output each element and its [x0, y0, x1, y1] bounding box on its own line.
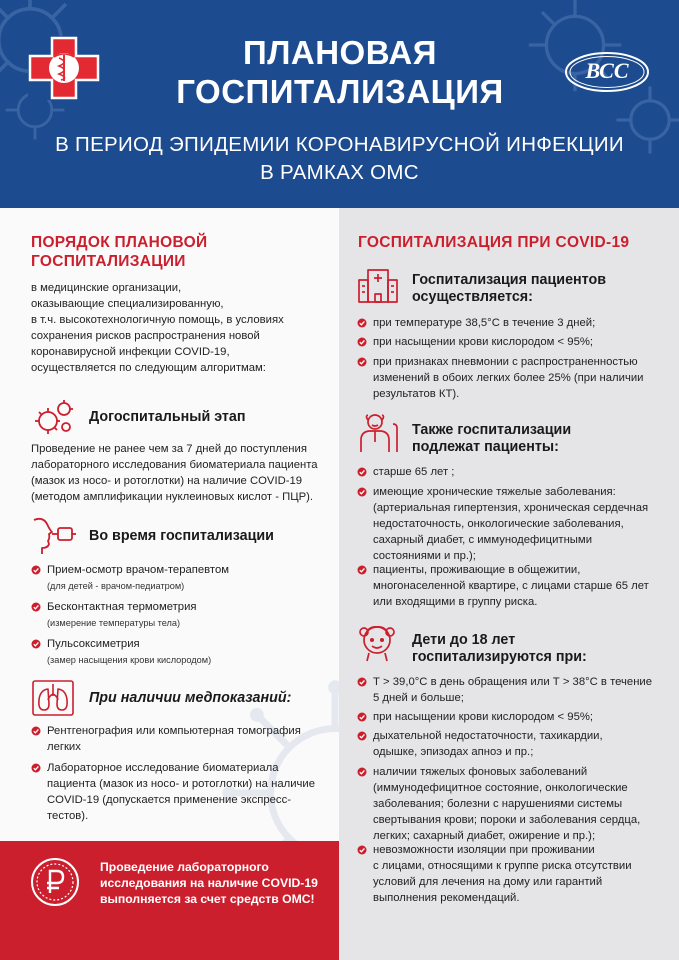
- block3-line: дыхательной недостаточности, тахикардии,: [373, 730, 603, 742]
- during-item-main: Прием-осмотр врачом-терапевтом: [47, 564, 230, 576]
- intro-line: в медицинские организации,: [31, 282, 182, 294]
- block3-line: Т > 39,0°С в день обращения или Т > 38°С в течение: [373, 676, 653, 688]
- block2-line: состояниями и пр.);: [373, 550, 476, 562]
- during-title: Во время госпитализации: [89, 528, 274, 544]
- during-item: [31, 599, 197, 631]
- bullet-icon: [357, 318, 367, 328]
- elderly-person-icon: [355, 412, 399, 454]
- vss-logo-text: ВСС: [585, 58, 629, 83]
- block1-title-line1: Госпитализация пациентов: [412, 272, 606, 288]
- lungs-icon: [32, 680, 74, 716]
- block2-line: (артериальная гипертензия, хроническая сердечная: [373, 502, 649, 514]
- prehospital-line: лабораторного исследования биоматериала пациента: [31, 459, 318, 471]
- block3-line: заболевания; болезни с нарушениями системы: [373, 798, 623, 810]
- header-banner: [0, 0, 679, 208]
- bullet-icon: [357, 677, 367, 687]
- prehospital-text: [31, 441, 318, 505]
- block3-item: [357, 842, 632, 906]
- block3-item: [357, 764, 640, 844]
- indications-item: [31, 723, 301, 755]
- bullet-icon: [31, 602, 41, 612]
- indications-line: Лабораторное исследование биоматериала: [47, 762, 279, 774]
- block3-title-line1: Дети до 18 лет: [412, 632, 516, 648]
- child-icon: [356, 620, 398, 662]
- block1-item: [357, 354, 643, 402]
- intro-text: [31, 280, 284, 376]
- block2-item: [357, 484, 648, 564]
- block1-title-line2: осуществляется:: [412, 289, 533, 305]
- footer-line: исследования на наличие COVID-19: [100, 876, 318, 890]
- during-item: [31, 562, 229, 594]
- indications-line: Рентгенография или компьютерная томография: [47, 725, 301, 737]
- indications-line: тестов).: [47, 810, 89, 822]
- block3-line: 5 дней и больше;: [373, 692, 464, 704]
- intro-line: в т.ч. высокотехнологичную помощь, в условиях: [31, 314, 284, 326]
- bullet-icon: [31, 565, 41, 575]
- prehospital-line: (мазок из носо- и ротоглотки) на наличие COVID-19: [31, 475, 303, 487]
- block3-title-line2: госпитализируются при:: [412, 649, 587, 665]
- intro-line: коронавирусной инфекции COVID-19,: [31, 346, 230, 358]
- block3-line: с лицами, относящими к группе риска отсутствии: [373, 860, 632, 872]
- bullet-icon: [357, 845, 367, 855]
- hospital-building-icon: [357, 264, 399, 304]
- intro-line: осуществляется по следующим алгоритмам:: [31, 362, 266, 374]
- page-subtitle-line1: В ПЕРИОД ЭПИДЕМИИ КОРОНАВИРУСНОЙ ИНФЕКЦИИ: [55, 133, 624, 156]
- block3-line: при насыщении крови кислородом < 95%;: [373, 711, 594, 723]
- block3-line: (иммунодефицитное состояние, онкологические: [373, 782, 628, 794]
- during-item-note: (для детей - врачом-педиатром): [47, 581, 185, 591]
- block3-line: выполнения рекомендаций.: [373, 892, 520, 904]
- block2-line: имеющие хронические тяжелые заболевания:: [373, 486, 616, 498]
- block2-line: старше 65 лет ;: [373, 466, 455, 478]
- prehospital-line: (методом амплификации нуклеиновых кислот - ПЦР).: [31, 491, 314, 503]
- bullet-icon: [31, 763, 41, 773]
- block3-line: наличии тяжелых фоновых заболеваний: [373, 766, 588, 778]
- block2-item: [357, 562, 649, 610]
- during-item-note: (замер насыщения крови кислородом): [47, 655, 212, 665]
- bullet-icon: [357, 565, 367, 575]
- footer-line: выполняется за счет средств ОМС!: [100, 892, 315, 906]
- during-item: [31, 636, 211, 668]
- footer-line: Проведение лабораторного: [100, 860, 269, 874]
- bullet-icon: [357, 731, 367, 741]
- block3-line: невозможности изоляции при проживании: [373, 844, 595, 856]
- intro-line: оказывающие специализированную,: [31, 298, 224, 310]
- prehospital-title: Догоспитальный этап: [89, 409, 246, 425]
- block3-line: одышке, эпизодах апноэ и пр.;: [373, 746, 534, 758]
- thermometer-face-icon: [30, 514, 78, 556]
- block2-line: или входящими в группу риска.: [373, 596, 538, 608]
- left-heading-line2: ГОСПИТАЛИЗАЦИИ: [31, 253, 186, 270]
- indications-title: При наличии медпоказаний:: [89, 690, 292, 706]
- block1-line: результатов КТ).: [373, 388, 460, 400]
- bullet-icon: [31, 726, 41, 736]
- block2-line: сахарный диабет, с иммунодефицитными: [373, 534, 593, 546]
- block3-line: свертывания крови; пороки и заболевания сердца,: [373, 814, 641, 826]
- block1-item: [357, 334, 593, 350]
- indications-item: [31, 760, 315, 824]
- page-title-line1: ПЛАНОВАЯ: [243, 34, 437, 71]
- block3-item: [357, 709, 593, 725]
- bullet-icon: [357, 337, 367, 347]
- right-heading: ГОСПИТАЛИЗАЦИЯ ПРИ COVID-19: [358, 234, 630, 251]
- block3-line: условий для лечения на дому или гарантий: [373, 876, 603, 888]
- footer-text: [100, 859, 330, 907]
- block3-line: легких; сахарный диабет, ожирение и пр.);: [373, 830, 596, 842]
- indications-line: COVID-19 (допускается применение экспресс-: [47, 794, 291, 806]
- intro-line: сохранения рисков распространения новой: [31, 330, 260, 342]
- during-item-main: Пульсоксиметрия: [47, 638, 140, 650]
- bullet-icon: [357, 467, 367, 477]
- oms-footer: [0, 841, 339, 960]
- block3-item: [357, 674, 652, 706]
- bullet-icon: [357, 712, 367, 722]
- indications-line: легких: [47, 741, 81, 753]
- bullet-icon: [357, 487, 367, 497]
- medical-cross-logo: [28, 36, 100, 100]
- bullet-icon: [357, 767, 367, 777]
- block2-line: многонаселенной квартире, с лицами старше 65 лет: [373, 580, 649, 592]
- block1-line: изменений в обоих легких более 25% (при наличии: [373, 372, 644, 384]
- block2-title-line2: подлежат пациенты:: [412, 439, 559, 455]
- indications-line: пациента (мазок из носо- и ротоглотки) на наличие: [47, 778, 315, 790]
- bullet-icon: [31, 639, 41, 649]
- page-subtitle-line2: В РАМКАХ ОМС: [260, 161, 419, 184]
- during-item-note: (измерение температуры тела): [47, 618, 181, 628]
- page-title-line2: ГОСПИТАЛИЗАЦИЯ: [176, 73, 504, 110]
- ruble-coin-icon: [30, 857, 80, 907]
- virus-cells-icon: [33, 397, 75, 439]
- block1-line: при температуре 38,5°С в течение 3 дней;: [373, 317, 596, 329]
- block1-item: [357, 315, 595, 331]
- block3-item: [357, 728, 603, 760]
- block2-item: [357, 464, 454, 480]
- left-heading-line1: ПОРЯДОК ПЛАНОВОЙ: [31, 234, 208, 251]
- block1-line: при насыщении крови кислородом < 95%;: [373, 336, 594, 348]
- bullet-icon: [357, 357, 367, 367]
- block2-title-line1: Также госпитализации: [412, 422, 572, 438]
- block2-line: недостаточность, онкологические заболевания,: [373, 518, 624, 530]
- block1-line: при признаках пневмонии с распространенностью: [373, 356, 638, 368]
- prehospital-line: Проведение не ранее чем за 7 дней до поступления: [31, 443, 307, 455]
- during-item-main: Бесконтактная термометрия: [47, 601, 197, 613]
- block2-line: пациенты, проживающие в общежитии,: [373, 564, 581, 576]
